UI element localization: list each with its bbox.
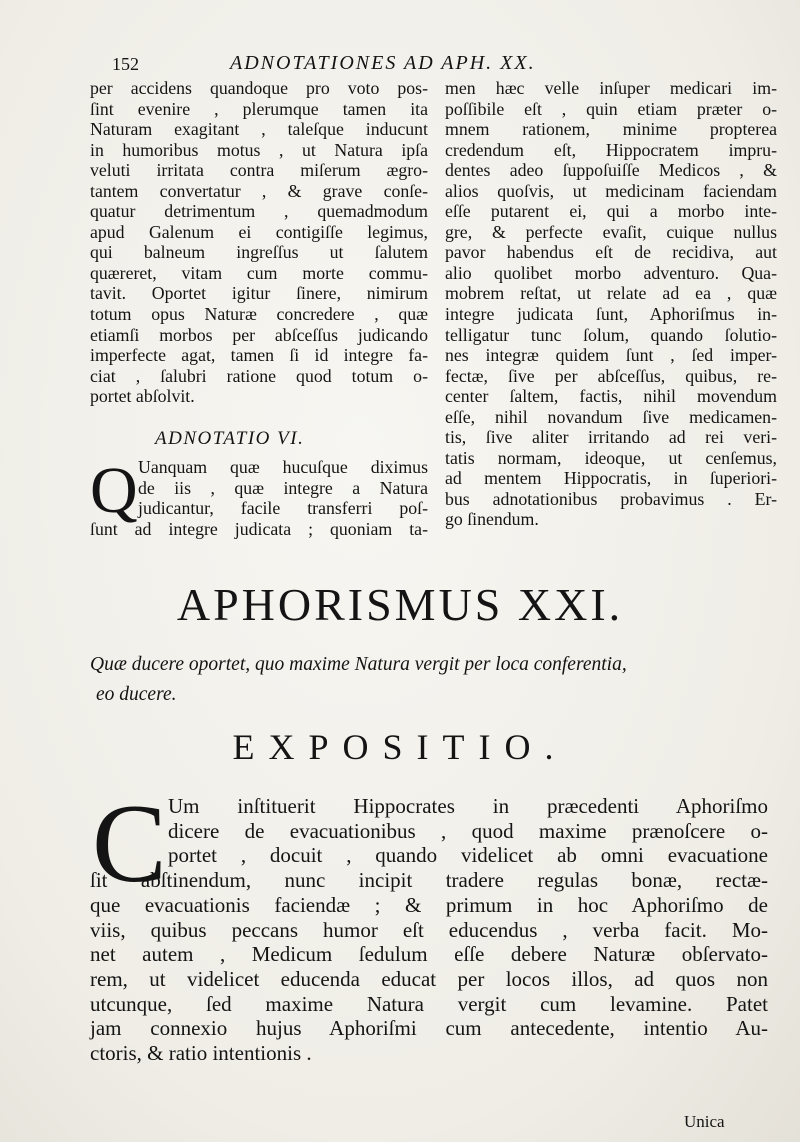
left-line: per accidens quandoque pro voto pos-	[90, 78, 428, 98]
expositio-line: viis, quibus peccans humor eſt educendus , verba facit. Mo-	[90, 917, 768, 942]
right-line: ad mentem Hippocratis, in ſuperiori-	[445, 468, 777, 489]
expositio-line: ſit abſtinendum, nunc incipit tradere regulas bonæ, rectæ-	[90, 868, 768, 893]
aphorism-text	[90, 650, 770, 710]
right-line: mobrem reſtat, ut relate ad ea , quæ	[445, 283, 777, 304]
adnotatio-text	[90, 454, 428, 539]
left-line: veluti irritata contra miſerum ægro-	[90, 160, 428, 181]
right-line: alio quolibet morbo adventuro. Qua-	[445, 262, 777, 283]
right-line: tis, ſive aliter irritando ad rei veri-	[445, 427, 777, 448]
left-line: ciat , ſalubri ratione quod totum o-	[90, 365, 428, 386]
expositio-line: Um inſtituerit Hippocrates in præcedenti Aphoriſmo	[168, 794, 768, 818]
expositio-line: net autem , Medicum ſedulum eſſe debere Naturæ obſervato-	[90, 942, 768, 967]
right-line: credendum eſt, Hippocratem impru-	[445, 139, 777, 160]
right-line: gre, & perfecte evaſit, cuique nullus	[445, 221, 777, 242]
right-line: nes integræ quidem ſunt , ſed imper-	[445, 345, 777, 366]
left-line: apud Galenum ei contigiſſe legimus,	[90, 221, 428, 242]
right-line: poſſibile eſt , quin etiam præter o-	[445, 98, 777, 119]
right-line: mnem rationem, minime propterea	[445, 119, 777, 140]
expositio-line: utcunque, ſed maxime Natura vergit cum levamine. Patet	[90, 991, 768, 1016]
left-line: quatur detrimentum , quemadmodum	[90, 201, 428, 222]
right-line: alios quoſvis, ut medicinam faciendam	[445, 180, 777, 201]
left-line: tantem convertatur , & grave conſe-	[90, 180, 428, 201]
aphorism-line: eo ducere.	[96, 684, 177, 705]
right-line: eſſe putarent ei, qui a morbo inte-	[445, 201, 777, 222]
expositio-line: que evacuationis faciendæ ; & primum in hoc Aphoriſmo de	[90, 892, 768, 917]
left-line: totum opus Naturæ concredere , quæ	[90, 304, 428, 325]
right-line: pavor habendus eſt de recidiva, aut	[445, 242, 777, 263]
drop-cap: C	[92, 782, 167, 906]
running-title: ADNOTATIONES AD APH. XX.	[230, 52, 536, 74]
left-line: ſint evenire , plerumque tamen ita	[90, 98, 428, 119]
right-column	[445, 78, 777, 530]
right-line: center ſaltem, factis, nihil movendum	[445, 386, 777, 407]
expositio-text	[90, 794, 768, 1066]
left-line: quæreret, vitam cum morte commu-	[90, 262, 428, 283]
left-line: portet abſolvit.	[90, 386, 195, 407]
adnotatio-line: de iis , quæ integre a Natura	[138, 477, 428, 498]
left-line: etiamſi morbos per abſceſſus judicando	[90, 324, 428, 345]
aphorism-title: APHORISMUS XXI.	[176, 579, 624, 630]
expositio-line: dicere de evacuationibus , quod maxime prænoſcere o-	[168, 818, 768, 843]
left-line: imperfecte agat, tamen ſi id integre fa-	[90, 345, 428, 366]
expositio-line: ctoris, & ratio intentionis .	[90, 1041, 312, 1066]
page-number: 152	[112, 54, 139, 74]
expositio-line: portet , docuit , quando videlicet ab omni evacuatione	[168, 843, 768, 868]
right-line: dentes adeo ſuppoſuiſſe Medicos , &	[445, 160, 777, 181]
catchword: Unica	[684, 1112, 725, 1131]
left-column	[90, 78, 428, 407]
right-line: bus adnotationibus probavimus . Er-	[445, 488, 777, 509]
drop-cap: Q	[90, 454, 138, 527]
right-line: tatis normam, ideoque, ut cenſemus,	[445, 447, 777, 468]
left-line: in humoribus motus , ut Natura ipſa	[90, 139, 428, 160]
left-line: qui balneum ingreſſus ut ſalutem	[90, 242, 428, 263]
expositio-line: jam connexio hujus Aphoriſmi cum antecedente, intentio Au-	[90, 1016, 768, 1041]
right-line: fectæ, ſive per abſceſſus, quibus, re-	[445, 365, 777, 386]
left-line: Naturam exagitant , taleſque inducunt	[90, 119, 428, 140]
right-line: telligatur tunc ſolum, quando ſolutio-	[445, 324, 777, 345]
adnotatio-line: Uanquam quæ hucuſque diximus	[138, 457, 428, 477]
right-line: go ſinendum.	[445, 509, 539, 530]
expositio-line: rem, ut videlicet educenda educat per locos illos, ad quos non	[90, 966, 768, 991]
right-line: men hæc velle inſuper medicari im-	[445, 78, 777, 98]
right-line: integre judicata ſunt, Aphoriſmus in-	[445, 304, 777, 325]
right-line: eſſe, nihil novandum ſive medicamen-	[445, 406, 777, 427]
running-head	[112, 52, 632, 80]
expositio-title: EXPOSITIO.	[232, 727, 568, 767]
adnotatio-line: ſunt ad integre judicata ; quoniam ta-	[90, 518, 428, 539]
adnotatio-line: judicantur, facile transferri poſ-	[138, 498, 428, 519]
left-line: tavit. Oportet igitur ſinere, nimirum	[90, 283, 428, 304]
section-heading: ADNOTATIO VI.	[155, 428, 305, 449]
aphorism-line: Quæ ducere oportet, quo maxime Natura vergit per loca conferentia,	[90, 654, 627, 675]
